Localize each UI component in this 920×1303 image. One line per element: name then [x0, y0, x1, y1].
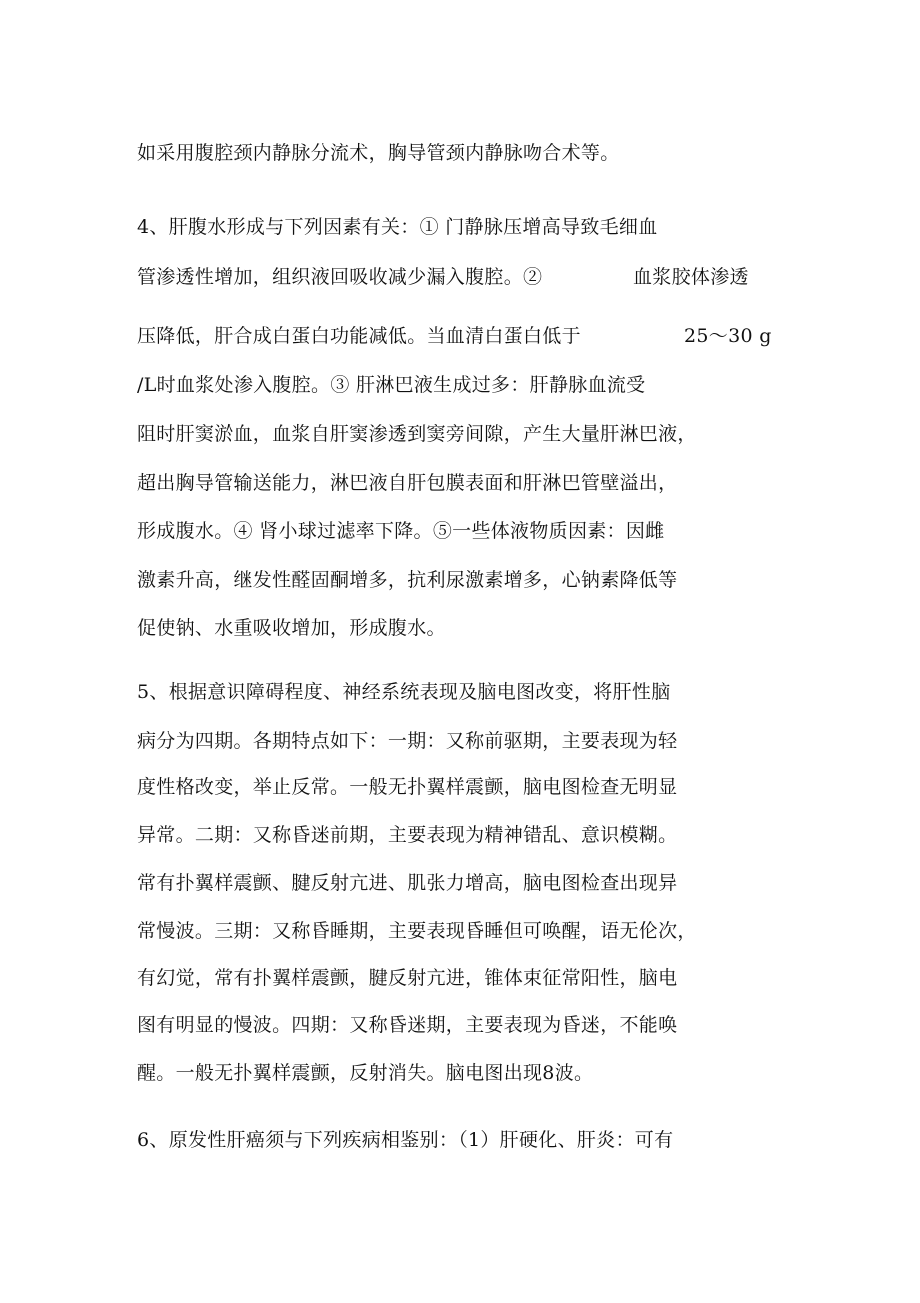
text-line: 6、原发性肝癌须与下列疾病相鉴别：（1）肝硬化、肝炎：可有 [137, 1129, 674, 1151]
text-line: 压降低，肝合成白蛋白功能减低。当血清白蛋白低于 [137, 325, 581, 347]
text-line: 常慢波。三期：又称昏睡期，主要表现昏睡但可唤醒，语无伦次， [137, 920, 697, 942]
text-line: 促使钠、水重吸收增加，形成腹水。 [137, 617, 446, 639]
text-line: 醒。一般无扑翼样震颤，反射消失。脑电图出现8波。 [137, 1062, 594, 1084]
text-line: 形成腹水。④ 肾小球过滤率下降。⑤一些体液物质因素：因雌 [137, 520, 665, 542]
text-line: 血浆胶体渗透 [633, 266, 749, 288]
text-line: 如采用腹腔颈内静脉分流术，胸导管颈内静脉吻合术等。 [137, 142, 620, 164]
text-line: 常有扑翼样震颤、腱反射亢进、肌张力增高，脑电图检查出现异 [137, 872, 678, 894]
text-line: 管渗透性增加，组织液回吸收减少漏入腹腔。② [137, 266, 543, 288]
text-line: 5、根据意识障碍程度、神经系统表现及脑电图改变，将肝性脑 [137, 681, 671, 703]
text-line: 激素升高，继发性醛固酮增多，抗利尿激素增多，心钠素降低等 [137, 569, 678, 591]
text-line: 异常。二期：又称昏迷前期，主要表现为精神错乱、意识模糊。 [137, 824, 678, 846]
text-line: /L时血浆处渗入腹腔。③ 肝淋巴液生成过多：肝静脉血流受 [137, 374, 646, 396]
text-line: 有幻觉，常有扑翼样震颤，腱反射亢进，锥体束征常阳性，脑电 [137, 967, 678, 989]
text-line: 25～30 g [684, 325, 772, 347]
text-line: 4、肝腹水形成与下列因素有关：① 门静脉压增高导致毛细血 [137, 216, 658, 238]
text-line: 图有明显的慢波。四期：又称昏迷期，主要表现为昏迷，不能唤 [137, 1014, 678, 1036]
text-line: 度性格改变，举止反常。一般无扑翼样震颤，脑电图检查无明显 [137, 776, 678, 798]
text-line: 阻时肝窦淤血，血浆自肝窦渗透到窦旁间隙，产生大量肝淋巴液， [137, 423, 697, 445]
text-line: 超出胸导管输送能力，淋巴液自肝包膜表面和肝淋巴管壁溢出， [137, 472, 678, 494]
text-line: 病分为四期。各期特点如下：一期：又称前驱期，主要表现为轻 [137, 730, 678, 752]
